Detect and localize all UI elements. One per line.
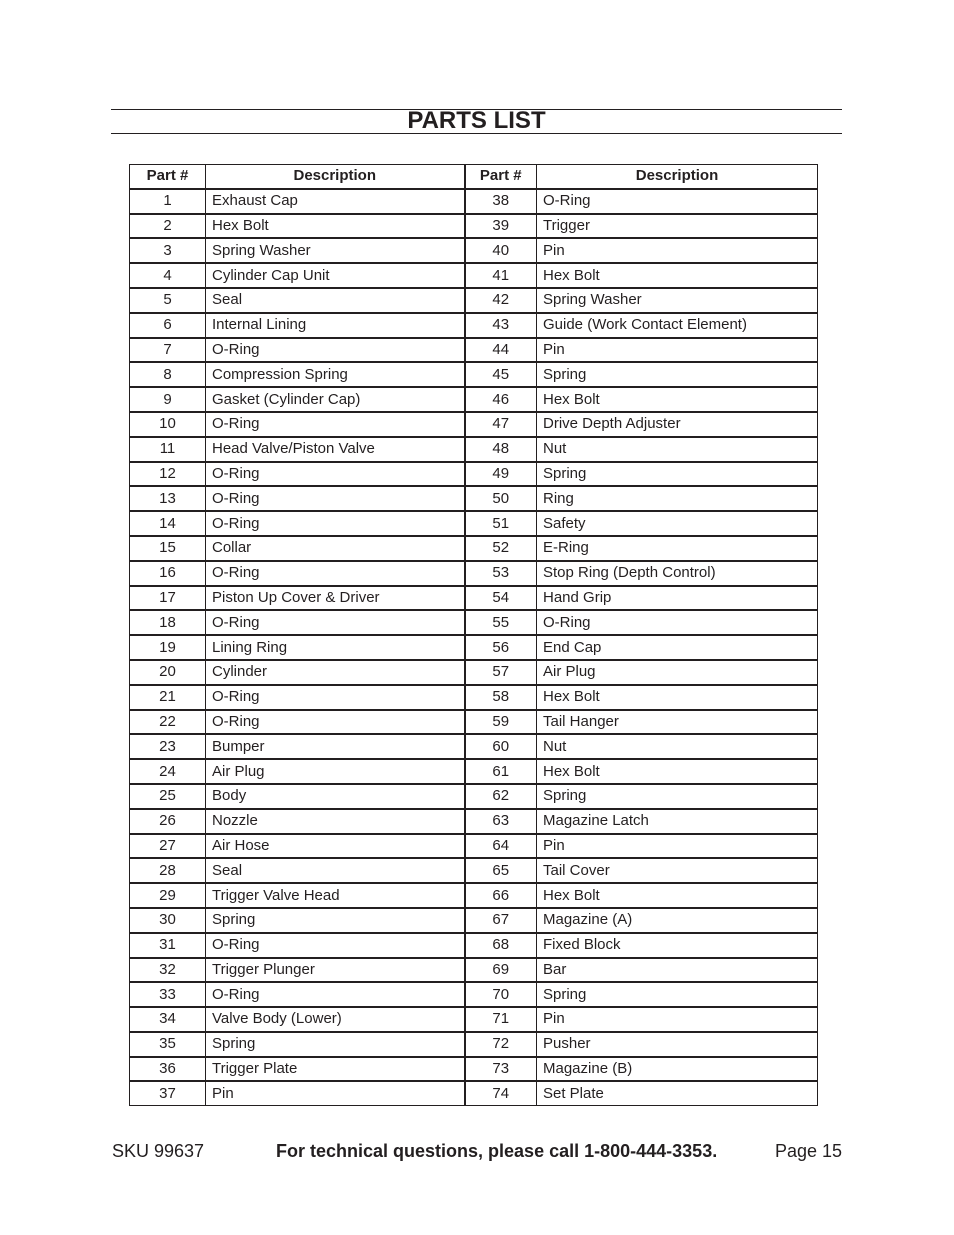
part-description-right: Spring: [537, 784, 818, 809]
part-description-left: Trigger Plate: [206, 1057, 465, 1082]
part-description-left: O-Ring: [206, 610, 465, 635]
part-description-right: End Cap: [537, 635, 818, 660]
table-row: [130, 486, 818, 511]
part-description-left: Valve Body (Lower): [206, 1007, 465, 1032]
part-number-right: 61: [465, 759, 537, 784]
part-description-left: O-Ring: [206, 982, 465, 1007]
part-description-right: Spring: [537, 982, 818, 1007]
part-description-right: Tail Hanger: [537, 710, 818, 735]
table-row: [130, 387, 818, 412]
part-description-right: Air Plug: [537, 660, 818, 685]
part-number-left: 33: [130, 982, 206, 1007]
sku-label: SKU 99637: [112, 1141, 205, 1161]
table-row: [130, 263, 818, 288]
part-description-right: Stop Ring (Depth Control): [537, 561, 818, 586]
part-number-right: 64: [465, 834, 537, 859]
table-header-row: [130, 165, 818, 189]
part-number-left: 30: [130, 908, 206, 933]
table-row: [130, 784, 818, 809]
table-row: [130, 1007, 818, 1032]
part-number-right: 55: [465, 610, 537, 635]
part-description-left: O-Ring: [206, 412, 465, 437]
part-number-right: 58: [465, 685, 537, 710]
part-number-right: 52: [465, 536, 537, 561]
part-description-right: Pusher: [537, 1032, 818, 1057]
part-number-right: 41: [465, 263, 537, 288]
part-number-right: 54: [465, 586, 537, 611]
table-row: [130, 238, 818, 263]
part-number-left: 27: [130, 834, 206, 859]
part-description-right: Pin: [537, 338, 818, 363]
part-number-left: 32: [130, 958, 206, 983]
table-row: [130, 288, 818, 313]
part-number-left: 5: [130, 288, 206, 313]
table-row: [130, 858, 818, 883]
part-number-right: 62: [465, 784, 537, 809]
header-description-right: Description: [537, 165, 818, 189]
part-description-left: Hex Bolt: [206, 214, 465, 239]
part-description-left: Air Hose: [206, 834, 465, 859]
part-description-left: Cylinder: [206, 660, 465, 685]
table-row: [130, 586, 818, 611]
part-description-right: Trigger: [537, 214, 818, 239]
part-description-left: O-Ring: [206, 685, 465, 710]
parts-table-body: [130, 189, 818, 1106]
part-description-right: Pin: [537, 1007, 818, 1032]
part-number-left: 3: [130, 238, 206, 263]
part-description-left: Spring: [206, 908, 465, 933]
part-description-right: Ring: [537, 486, 818, 511]
part-description-left: Spring Washer: [206, 238, 465, 263]
part-number-right: 48: [465, 437, 537, 462]
part-description-left: Bumper: [206, 734, 465, 759]
part-number-right: 53: [465, 561, 537, 586]
part-number-right: 46: [465, 387, 537, 412]
part-description-left: Nozzle: [206, 809, 465, 834]
technical-help-line: For technical questions, please call 1-800-444-3353.: [276, 1141, 718, 1161]
part-description-left: Seal: [206, 858, 465, 883]
part-description-left: Air Plug: [206, 759, 465, 784]
table-row: [130, 561, 818, 586]
part-number-left: 24: [130, 759, 206, 784]
table-row: [130, 883, 818, 908]
part-description-left: Gasket (Cylinder Cap): [206, 387, 465, 412]
table-row: [130, 511, 818, 536]
part-description-left: Trigger Plunger: [206, 958, 465, 983]
parts-table: [129, 164, 818, 1106]
part-description-right: Spring: [537, 462, 818, 487]
part-description-right: Tail Cover: [537, 858, 818, 883]
table-row: [130, 189, 818, 214]
table-row: [130, 809, 818, 834]
part-description-right: Safety: [537, 511, 818, 536]
part-number-right: 60: [465, 734, 537, 759]
part-number-left: 2: [130, 214, 206, 239]
part-number-right: 70: [465, 982, 537, 1007]
part-description-left: Exhaust Cap: [206, 189, 465, 214]
part-description-left: Internal Lining: [206, 313, 465, 338]
part-description-left: O-Ring: [206, 511, 465, 536]
part-description-right: Bar: [537, 958, 818, 983]
part-description-left: O-Ring: [206, 462, 465, 487]
part-number-left: 36: [130, 1057, 206, 1082]
part-number-left: 34: [130, 1007, 206, 1032]
part-number-right: 74: [465, 1081, 537, 1105]
table-row: [130, 933, 818, 958]
part-description-right: O-Ring: [537, 189, 818, 214]
part-description-right: Spring Washer: [537, 288, 818, 313]
part-number-left: 18: [130, 610, 206, 635]
table-row: [130, 834, 818, 859]
table-row: [130, 685, 818, 710]
table-row: [130, 536, 818, 561]
part-number-right: 38: [465, 189, 537, 214]
table-row: [130, 313, 818, 338]
part-number-left: 21: [130, 685, 206, 710]
part-description-left: Head Valve/Piston Valve: [206, 437, 465, 462]
part-description-left: Body: [206, 784, 465, 809]
part-number-right: 40: [465, 238, 537, 263]
table-row: [130, 462, 818, 487]
part-number-left: 14: [130, 511, 206, 536]
page-number: Page 15: [774, 1141, 842, 1161]
part-description-left: Piston Up Cover & Driver: [206, 586, 465, 611]
part-description-left: Trigger Valve Head: [206, 883, 465, 908]
part-description-right: Set Plate: [537, 1081, 818, 1105]
part-description-right: Hex Bolt: [537, 387, 818, 412]
header-part-left: Part #: [130, 165, 206, 189]
part-description-right: E-Ring: [537, 536, 818, 561]
part-description-right: Magazine (A): [537, 908, 818, 933]
part-description-right: Drive Depth Adjuster: [537, 412, 818, 437]
part-description-left: Seal: [206, 288, 465, 313]
part-description-left: O-Ring: [206, 561, 465, 586]
part-description-right: Hex Bolt: [537, 263, 818, 288]
part-number-right: 56: [465, 635, 537, 660]
table-row: [130, 1081, 818, 1105]
part-number-right: 65: [465, 858, 537, 883]
part-number-right: 63: [465, 809, 537, 834]
part-description-right: Pin: [537, 238, 818, 263]
part-description-left: Collar: [206, 536, 465, 561]
part-number-left: 20: [130, 660, 206, 685]
page-title: PARTS LIST: [407, 107, 546, 134]
table-row: [130, 1032, 818, 1057]
part-description-right: Magazine Latch: [537, 809, 818, 834]
part-description-left: Lining Ring: [206, 635, 465, 660]
table-row: [130, 759, 818, 784]
part-number-right: 59: [465, 710, 537, 735]
part-description-right: Guide (Work Contact Element): [537, 313, 818, 338]
part-description-left: O-Ring: [206, 486, 465, 511]
part-number-left: 19: [130, 635, 206, 660]
part-number-left: 6: [130, 313, 206, 338]
part-description-right: Hand Grip: [537, 586, 818, 611]
table-row: [130, 412, 818, 437]
part-description-left: O-Ring: [206, 338, 465, 363]
part-number-left: 37: [130, 1081, 206, 1105]
part-description-right: O-Ring: [537, 610, 818, 635]
table-row: [130, 635, 818, 660]
part-number-right: 45: [465, 362, 537, 387]
part-number-left: 17: [130, 586, 206, 611]
part-number-right: 71: [465, 1007, 537, 1032]
part-description-left: O-Ring: [206, 933, 465, 958]
part-number-left: 23: [130, 734, 206, 759]
table-row: [130, 362, 818, 387]
part-description-left: O-Ring: [206, 710, 465, 735]
table-row: [130, 1057, 818, 1082]
part-number-left: 9: [130, 387, 206, 412]
table-row: [130, 338, 818, 363]
table-row: [130, 982, 818, 1007]
part-number-left: 8: [130, 362, 206, 387]
part-number-right: 43: [465, 313, 537, 338]
part-number-left: 7: [130, 338, 206, 363]
part-number-left: 28: [130, 858, 206, 883]
part-number-right: 39: [465, 214, 537, 239]
part-number-left: 11: [130, 437, 206, 462]
table-row: [130, 908, 818, 933]
part-number-left: 31: [130, 933, 206, 958]
part-description-right: Nut: [537, 734, 818, 759]
part-description-left: Pin: [206, 1081, 465, 1105]
part-number-left: 10: [130, 412, 206, 437]
part-number-left: 12: [130, 462, 206, 487]
part-number-left: 1: [130, 189, 206, 214]
part-description-right: Hex Bolt: [537, 685, 818, 710]
part-number-right: 67: [465, 908, 537, 933]
part-description-right: Hex Bolt: [537, 759, 818, 784]
part-number-left: 15: [130, 536, 206, 561]
header-part-right: Part #: [465, 165, 537, 189]
part-description-right: Nut: [537, 437, 818, 462]
part-description-right: Magazine (B): [537, 1057, 818, 1082]
part-number-right: 57: [465, 660, 537, 685]
part-number-left: 22: [130, 710, 206, 735]
part-number-right: 66: [465, 883, 537, 908]
part-description-right: Pin: [537, 834, 818, 859]
table-row: [130, 610, 818, 635]
part-number-left: 35: [130, 1032, 206, 1057]
part-number-right: 44: [465, 338, 537, 363]
part-description-right: Fixed Block: [537, 933, 818, 958]
part-number-right: 68: [465, 933, 537, 958]
part-number-right: 42: [465, 288, 537, 313]
part-description-left: Spring: [206, 1032, 465, 1057]
table-row: [130, 214, 818, 239]
part-number-right: 73: [465, 1057, 537, 1082]
part-number-left: 13: [130, 486, 206, 511]
table-row: [130, 710, 818, 735]
header-description-left: Description: [206, 165, 465, 189]
part-number-right: 50: [465, 486, 537, 511]
part-description-right: Hex Bolt: [537, 883, 818, 908]
part-number-right: 51: [465, 511, 537, 536]
table-row: [130, 958, 818, 983]
part-number-left: 4: [130, 263, 206, 288]
part-number-right: 47: [465, 412, 537, 437]
table-row: [130, 437, 818, 462]
part-number-left: 29: [130, 883, 206, 908]
part-number-right: 72: [465, 1032, 537, 1057]
part-description-left: Compression Spring: [206, 362, 465, 387]
part-description-left: Cylinder Cap Unit: [206, 263, 465, 288]
part-number-left: 16: [130, 561, 206, 586]
table-row: [130, 734, 818, 759]
part-number-right: 49: [465, 462, 537, 487]
part-description-right: Spring: [537, 362, 818, 387]
part-number-left: 26: [130, 809, 206, 834]
title-rule-bottom: [111, 133, 842, 134]
table-row: [130, 660, 818, 685]
part-number-left: 25: [130, 784, 206, 809]
part-number-right: 69: [465, 958, 537, 983]
